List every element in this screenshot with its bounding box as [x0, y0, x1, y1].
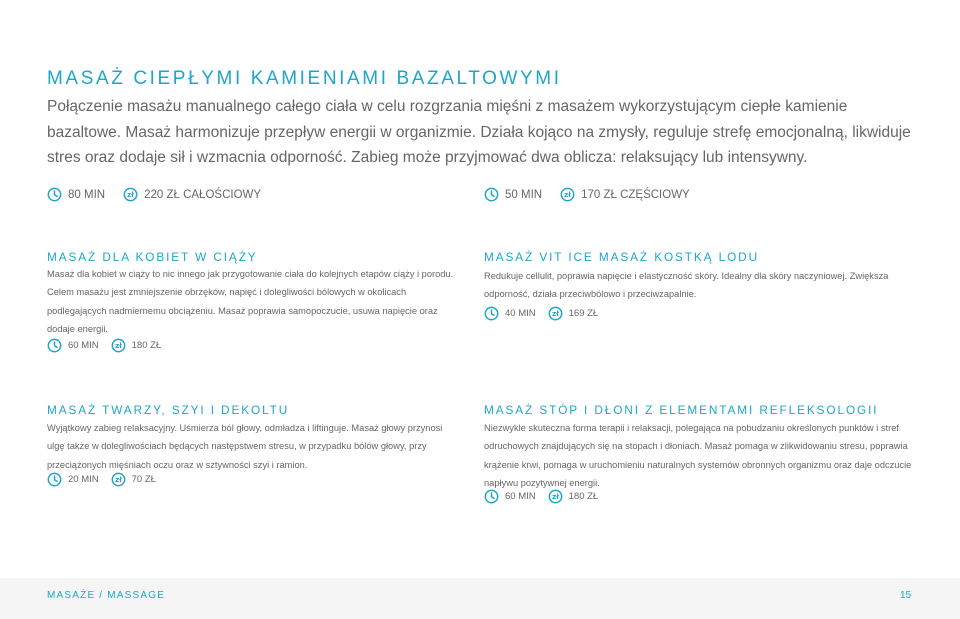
section-title-face: MASAŻ TWARZY, SZYI I DEKOLTU — [47, 403, 290, 417]
zloty-coin-icon — [111, 338, 126, 353]
svg-text:zł: zł — [551, 309, 559, 319]
clock-icon — [484, 187, 499, 202]
section-meta-reflexology — [484, 489, 598, 504]
duration-label: 40 MIN — [505, 308, 536, 319]
section-title-pregnancy: MASAŻ DLA KOBIET W CIĄŻY — [47, 250, 258, 264]
page-title: MASAŻ CIEPŁYMI KAMIENIAMI BAZALTOWYMI — [47, 68, 562, 89]
zloty-coin-icon — [123, 187, 138, 202]
price-label: 169 ZŁ — [568, 308, 599, 319]
price-label: 180 ZŁ — [568, 491, 599, 502]
svg-text:zł: zł — [114, 341, 122, 351]
zloty-coin-icon — [548, 489, 563, 504]
section-body-face: Wyjątkowy zabieg relaksacyjny. Uśmierza ból głowy, odmładza i liftinguje. Masaż głowy przynosi ulgę także w dolegliwościach będących następstwem stresu, w przypadku bólów głowy, przy przeciążonych mięśniach oczu oraz w sztywności szyi i ramion. — [47, 423, 443, 470]
section-body-pregnancy: Masaż dla kobiet w ciąży to nic innego jak przygotowanie ciała do kolejnych etapów ciąży i porodu. Celem masażu jest zmniejszenie obrzęków, napięć i dolegliwości bólowych w okolicach podlegających nadmiernemu obciążeniu. Masaż poprawia samopoczucie, usuwa napięcie oraz dodaje energii. — [47, 269, 454, 335]
footer-section-label: MASAŻE / MASSAGE — [47, 590, 166, 601]
hero-option-2 — [484, 187, 690, 202]
svg-text:zł: zł — [114, 475, 122, 485]
clock-icon — [484, 306, 499, 321]
svg-text:zł: zł — [127, 190, 134, 200]
zloty-coin-icon — [111, 472, 126, 487]
section-meta-face — [47, 472, 156, 487]
section-title-reflexology: MASAŻ STÓP I DŁONI Z ELEMENTAMI REFLEKSOLOGII — [484, 403, 879, 417]
page-number: 15 — [900, 590, 912, 601]
price-label: 170 ZŁ CZĘŚCIOWY — [581, 188, 690, 201]
duration-label: 20 MIN — [68, 474, 99, 485]
price-label: 70 ZŁ — [131, 474, 156, 485]
svg-text:zł: zł — [551, 492, 559, 502]
clock-icon — [47, 472, 62, 487]
zloty-coin-icon — [548, 306, 563, 321]
duration-label: 60 MIN — [505, 491, 536, 502]
hero-option-1 — [47, 187, 261, 202]
section-meta-ice — [484, 306, 598, 321]
svg-text:zł: zł — [564, 190, 571, 200]
duration-label: 80 MIN — [68, 188, 106, 201]
clock-icon — [484, 489, 499, 504]
zloty-coin-icon — [560, 187, 575, 202]
duration-label: 60 MIN — [68, 340, 99, 351]
clock-icon — [47, 187, 62, 202]
section-meta-pregnancy — [47, 338, 161, 353]
section-body-reflexology: Niezwykle skuteczna forma terapii i relaksacji, polegająca na pobudzaniu określonych punktów i stref odruchowych znajdujących się na stopach i dłoniach. Masaż pomaga w zlikwidowaniu stresu, poprawia krążenie krwi, pomaga w uruchomieniu naturalnych systemów obronnych organizmu oraz daje odczucie napływu pozytywnej energii. — [484, 423, 912, 489]
clock-icon — [47, 338, 62, 353]
hero-description: Połączenie masażu manualnego całego ciała w celu rozgrzania mięśni z masażem wykorzystującym ciepłe kamienie bazaltowe. Masaż harmonizuje przepływ energii w organizmie. Działa kojąco na zmysły, reguluje strefę emocjonalną, likwiduje stres oraz dodaje sił i wzmacnia odporność. Zabieg może przyjmować dwa oblicza: relaksujący lub intensywny. — [47, 98, 911, 166]
price-label: 180 ZŁ — [131, 340, 162, 351]
section-body-ice: Redukuje cellulit, poprawia napięcie i elastyczność skóry. Idealny dla skóry naczyniowej. Zwiększa odporność, działa przeciwbólowo i przeciwzapalnie. — [484, 271, 889, 300]
price-label: 220 ZŁ CAŁOŚCIOWY — [144, 188, 262, 201]
duration-label: 50 MIN — [505, 188, 543, 201]
section-title-ice: MASAŻ VIT ICE MASAŻ KOSTKĄ LODU — [484, 250, 759, 264]
